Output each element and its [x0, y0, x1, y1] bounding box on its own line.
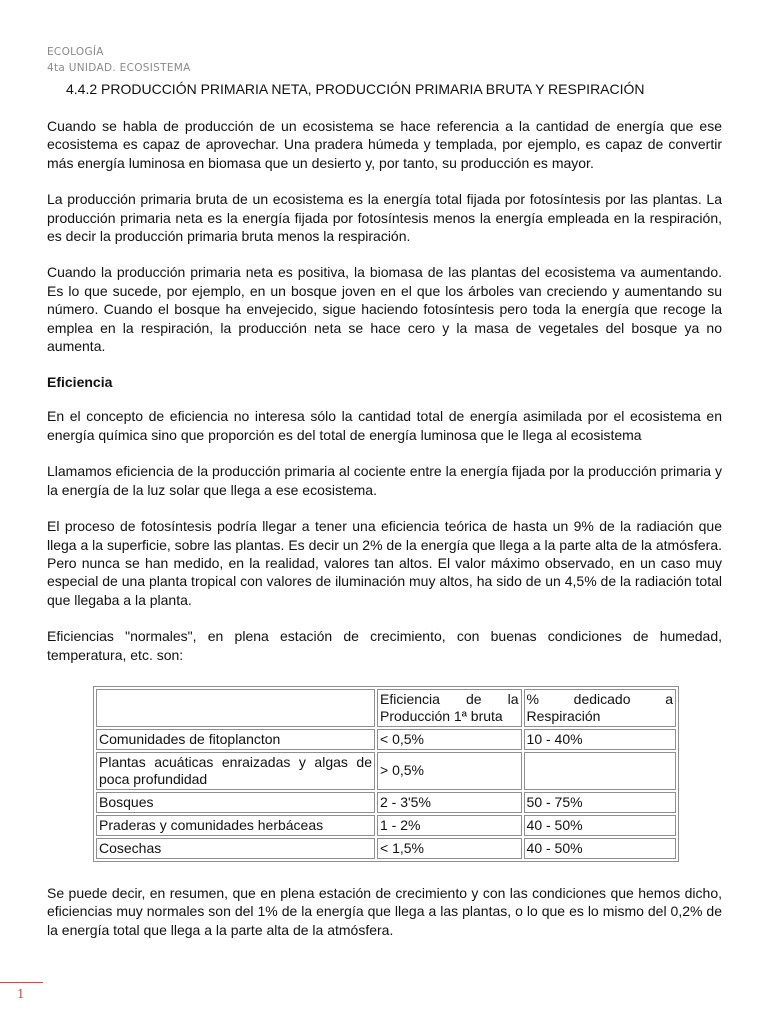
- table-cell-community: Cosechas: [96, 838, 375, 859]
- table-header-text: Eficiencia de la: [380, 690, 519, 707]
- table-row: [96, 792, 676, 813]
- header-unit: 4ta UNIDAD. ECOSISTEMA: [47, 62, 191, 74]
- table-row: [96, 815, 676, 836]
- table-row: [96, 752, 676, 790]
- table-cell-efficiency: 1 - 2%: [377, 815, 522, 836]
- header-subject: ECOLOGÍA: [47, 46, 104, 58]
- table-cell-efficiency: < 1,5%: [377, 838, 522, 859]
- table-cell-respiration: 50 - 75%: [524, 792, 676, 813]
- closing-paragraph: Se puede decir, en resumen, que en plena estación de crecimiento y con las condiciones que hemos dicho, eficiencias muy normales son del 1% de la energía que llega a las plantas, o lo que es lo mismo del 0,2% de la energía total que llega a la parte alta de la atmósfera.: [47, 884, 722, 938]
- paragraph: El proceso de fotosíntesis podría llegar a tener una eficiencia teórica de hasta un 9% de la radiación que llega a la superficie, sobre las plantas. Es decir un 2% de la energía que llega a la parte alta de la atmósfera. Pero nunca se han medido, en la realidad, valores tan altos. El valor máximo observado, en un caso muy especial de una planta tropical con valores de iluminación muy altos, ha sido de un 4,5% de la radiación total que llegaba a la planta.: [47, 518, 722, 608]
- table-row: [96, 838, 676, 859]
- table-cell-efficiency: > 0,5%: [377, 752, 522, 790]
- table-cell-respiration: [524, 752, 676, 790]
- table-cell-efficiency: 2 - 3'5%: [377, 792, 522, 813]
- table-header-row: [96, 689, 676, 727]
- table-cell-respiration: 40 - 50%: [524, 815, 676, 836]
- table-header-cell-empty: [96, 689, 375, 727]
- table-cell-respiration: 10 - 40%: [524, 729, 676, 750]
- paragraph: Eficiencias "normales", en plena estación de crecimiento, con buenas condiciones de humedad, temperatura, etc. son:: [47, 628, 722, 663]
- paragraph: Cuando se habla de producción de un ecosistema se hace referencia a la cantidad de energía que ese ecosistema es capaz de aprovechar. Una pradera húmeda y templada, por ejemplo, es capaz de convertir más energía luminosa en biomasa que un desierto y, por tanto, su producción es mayor.: [47, 118, 722, 171]
- paragraph: Llamamos eficiencia de la producción primaria al cociente entre la energía fijada por la producción primaria y la energía de la luz solar que llega a ese ecosistema.: [47, 463, 722, 498]
- table-cell-respiration: 40 - 50%: [524, 838, 676, 859]
- efficiency-table: [93, 686, 679, 862]
- table-cell-community: Praderas y comunidades herbáceas: [96, 815, 375, 836]
- table-header-respiration: [524, 689, 676, 727]
- section-heading: Eficiencia: [47, 374, 113, 391]
- paragraph: Cuando la producción primaria neta es positiva, la biomasa de las plantas del ecosistema va aumentando. Es lo que sucede, por ejemplo, en un bosque joven en el que los árboles van creciendo y aumentando su número. Cuando el bosque ha envejecido, sigue haciendo fotosíntesis pero toda la energía que recoge la emplea en la respiración, la producción neta se hace cero y la masa de vegetales del bosque ya no aumenta.: [47, 264, 722, 355]
- paragraph: En el concepto de eficiencia no interesa sólo la cantidad total de energía asimilada por el ecosistema en energía química sino que proporción es del total de energía luminosa que le llega al ecosistema: [47, 408, 722, 443]
- paragraph: La producción primaria bruta de un ecosistema es la energía total fijada por fotosíntesis por las plantas. La producción primaria neta es la energía fijada por fotosíntesis menos la energía empleada en la respiración, es decir la producción primaria bruta menos la respiración.: [47, 191, 722, 245]
- table-cell-community: Bosques: [96, 792, 375, 813]
- table-header-text: % dedicado a: [526, 690, 673, 707]
- document-body: [47, 117, 722, 957]
- table-header-efficiency: [377, 689, 522, 727]
- table-cell-community: Comunidades de fitoplancton: [96, 729, 375, 750]
- table-header-text: Producción 1ª bruta: [380, 707, 503, 724]
- table-cell-community: Plantas acuáticas enraizadas y algas de poca profundidad: [96, 752, 375, 790]
- section-title: 4.4.2 PRODUCCIÓN PRIMARIA NETA, PRODUCCIÓN PRIMARIA BRUTA Y RESPIRACIÓN: [66, 81, 645, 97]
- table-row: [96, 729, 676, 750]
- table-cell-efficiency: < 0,5%: [377, 729, 522, 750]
- footer-rule: [0, 982, 43, 983]
- running-header: [47, 44, 191, 76]
- page-number: 1: [17, 987, 25, 1001]
- table-header-text: Respiración: [526, 707, 601, 724]
